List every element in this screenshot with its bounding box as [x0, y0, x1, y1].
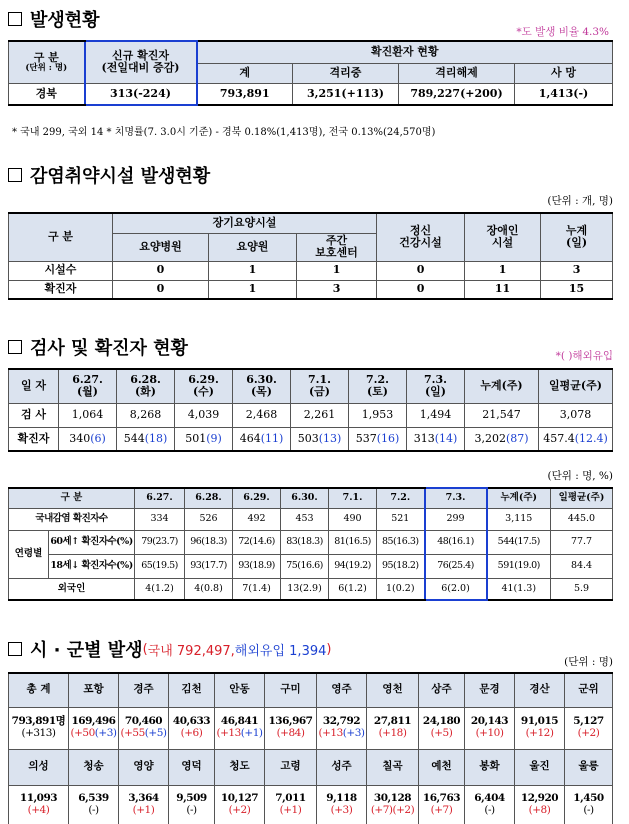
city-name: 울진: [515, 749, 565, 785]
city-name: 청도: [215, 749, 265, 785]
checkbox-square-icon: [8, 168, 22, 182]
header-nursing-home: 요양원: [209, 233, 297, 261]
unit-label: (단위 : 명, %): [547, 470, 613, 482]
table-row: 국내감염 확진자수 334 526 492 453 490 521 299 3,115 445.0: [9, 508, 613, 530]
city-county-table: [8, 672, 613, 824]
overseas-note: *( )해외유입: [555, 350, 613, 362]
header-gubun: 구 분 (단위 : 명): [9, 41, 85, 83]
checkbox-square-icon: [8, 12, 22, 26]
city-name: 울릉: [565, 749, 613, 785]
table-row: 외국인 4(1.2) 4(0.8) 7(1.4) 13(2.9) 6(1.2) 1(0.2) 6(2.0) 41(1.3) 5.9: [9, 578, 613, 600]
table-row: 경북 313(-224) 793,891 3,251(+113) 789,227(+200) 1,413(-): [9, 83, 613, 105]
city-name: 영덕: [169, 749, 215, 785]
city-name: 포항: [69, 673, 119, 707]
section-title-city-county: 시 · 군별 발생 ( 국내 792,497, 해외유입 1,394 ): [8, 636, 331, 662]
fatality-footnote: * 국내 299, 국외 14 * 치명률(7. 3.0시 기준) - 경북 0.18%(1,413명), 전국 0.13%(24,570명): [12, 127, 436, 138]
header-disabled-facility: 장애인 시설: [465, 213, 541, 261]
section-title-occurrence: 발생현황: [8, 6, 100, 32]
city-name: 의성: [9, 749, 69, 785]
checkbox-square-icon: [8, 340, 22, 354]
city-name: 경주: [119, 673, 169, 707]
city-name: 김천: [169, 673, 215, 707]
city-name: 총 계: [9, 673, 69, 707]
table-row: 확진자 340(6) 544(18) 501(9) 464(11) 503(13) 537(16) 313(14) 3,202(87) 457.4(12.4): [9, 427, 613, 451]
city-value: 27,811 (+18): [367, 707, 419, 749]
city-value: 24,180 (+5): [419, 707, 465, 749]
header-gubun: 구 분: [9, 488, 135, 508]
city-name: 문경: [465, 673, 515, 707]
city-value: 10,127 (+2): [215, 785, 265, 824]
city-name: 영주: [317, 673, 367, 707]
header-daily-average: 일평균(주): [539, 369, 613, 403]
city-value: 6,404 (-): [465, 785, 515, 824]
header-new-cases: 신규 확진자 (전일대비 증감): [85, 41, 197, 83]
table-row: 연령별 60세↑ 확진자수(%) 79(23.7) 96(18.3) 72(14.6) 83(18.3) 81(16.5) 85(16.3) 48(16.1) 544(17.5) 77.7: [9, 530, 613, 554]
city-value: 40,633 (+6): [169, 707, 215, 749]
header-cumulative: 누계 (일): [541, 213, 613, 261]
header-isolating: 격리중: [293, 63, 399, 83]
city-value: 7,011 (+1): [265, 785, 317, 824]
city-value: 5,127 (+2): [565, 707, 613, 749]
section-title-vulnerable-facilities: 감염취약시설 발생현황: [8, 162, 210, 188]
table-row: 검 사 1,064 8,268 4,039 2,468 2,261 1,953 1,494 21,547 3,078: [9, 403, 613, 427]
province-ratio-note: *도 발생 비율 4.3%: [516, 26, 609, 38]
city-value-row: [9, 707, 613, 749]
new-cases-value: 313(-224): [85, 83, 197, 105]
city-value: 46,841 (+13(+1): [215, 707, 265, 749]
city-value: 20,143 (+10): [465, 707, 515, 749]
city-value: 12,920 (+8): [515, 785, 565, 824]
city-value: 32,792 (+13(+3): [317, 707, 367, 749]
header-mental-health: 정신 건강시설: [377, 213, 465, 261]
city-value: 136,967 (+84): [265, 707, 317, 749]
city-name: 고령: [265, 749, 317, 785]
city-name: 군위: [565, 673, 613, 707]
city-value: 30,128 (+7)(+2): [367, 785, 419, 824]
checkbox-square-icon: [8, 642, 22, 656]
city-name: 청송: [69, 749, 119, 785]
city-name: 예천: [419, 749, 465, 785]
vulnerable-facilities-table: [8, 212, 613, 300]
city-value: 793,891명 (+313): [9, 707, 69, 749]
header-gubun: 구 분: [9, 213, 113, 261]
header-patient-status: 확진환자 현황: [197, 41, 613, 63]
city-name: 봉화: [465, 749, 515, 785]
header-long-term-care: 장기요양시설: [113, 213, 377, 233]
tests-cases-table: 일 자 6.27. (월) 6.28. (화) 6.29. (수) 6.30. (목) 7.1. (금) 7.2. (토) 7.3. (일) 누계(주) 일평균(주) 검 사 1,064 8,268 4,039 2,468 2,261 1,953 1,494 21,547 3,078 확진자 340(6) 544(18) 501(9) 464(11) 503(13) 537(16) 313(14) 3,202(87) 457.4(12.4): [8, 368, 613, 452]
header-today-highlight: 7.3.: [425, 488, 487, 508]
header-date: 일 자: [9, 369, 59, 403]
header-deaths: 사 망: [515, 63, 613, 83]
table-row: 확진자 0 1 3 0 11 15: [9, 280, 613, 299]
city-value: 11,093 (+4): [9, 785, 69, 824]
occurrence-table: [8, 40, 613, 106]
header-total: 계: [197, 63, 293, 83]
city-value: 9,118 (+3): [317, 785, 367, 824]
city-name: 상주: [419, 673, 465, 707]
city-name: 구미: [265, 673, 317, 707]
city-name: 성주: [317, 749, 367, 785]
city-value: 70,460 (+55(+5): [119, 707, 169, 749]
header-cumulative-week: 누계(주): [465, 369, 539, 403]
city-name-row: [9, 673, 613, 707]
header-day-care: 주간 보호센터: [297, 233, 377, 261]
city-name: 경산: [515, 673, 565, 707]
city-value: 3,364 (+1): [119, 785, 169, 824]
city-name: 안동: [215, 673, 265, 707]
city-value: 6,539 (-): [69, 785, 119, 824]
city-name: 영양: [119, 749, 169, 785]
city-value: 16,763 (+7): [419, 785, 465, 824]
city-name: 영천: [367, 673, 419, 707]
city-name: 칠곡: [367, 749, 419, 785]
city-value-row: [9, 785, 613, 824]
city-value: 91,015 (+12): [515, 707, 565, 749]
city-value: 9,509 (-): [169, 785, 215, 824]
age-breakdown-table: 구 분 6.27. 6.28. 6.29. 6.30. 7.1. 7.2. 7.3. 누계(주) 일평균(주) 국내감염 확진자수 334 526 492 453 490 521 299 3,115 445.0 연령별 60세↑ 확진자수(%) 79(23.7) 96(18.3) 72(14.6) 83(18.3) 81(16.5) 85(16.3) 48(16.1) 544(17.5) 77.7 18세↓ 확진자수(%) 65(19.5) 93(17.7) 93(18.9) 75(16.6) 94(19.2) 95(18.2) 76(25.4) 591(19.0) 84.4 외국인 4(1.2) 4(0.8) 7(1.4) 13(2.9) 6(1.2) 1(0.2) 6(2.0) 41(1.3) 5.9: [8, 487, 613, 601]
section-title-tests-and-cases: 검사 및 확진자 현황: [8, 334, 188, 360]
table-row: 18세↓ 확진자수(%) 65(19.5) 93(17.7) 93(18.9) 75(16.6) 94(19.2) 95(18.2) 76(25.4) 591(19.0) 84.4: [9, 554, 613, 578]
header-released: 격리해제: [399, 63, 515, 83]
city-value: 1,450 (-): [565, 785, 613, 824]
unit-label: (단위 : 명): [564, 656, 613, 668]
unit-label: (단위 : 개, 명): [547, 195, 613, 207]
city-name-row: [9, 749, 613, 785]
city-value: 169,496 (+50(+3): [69, 707, 119, 749]
header-nursing-hospital: 요양병원: [113, 233, 209, 261]
table-row: 시설수 0 1 1 0 1 3: [9, 261, 613, 280]
